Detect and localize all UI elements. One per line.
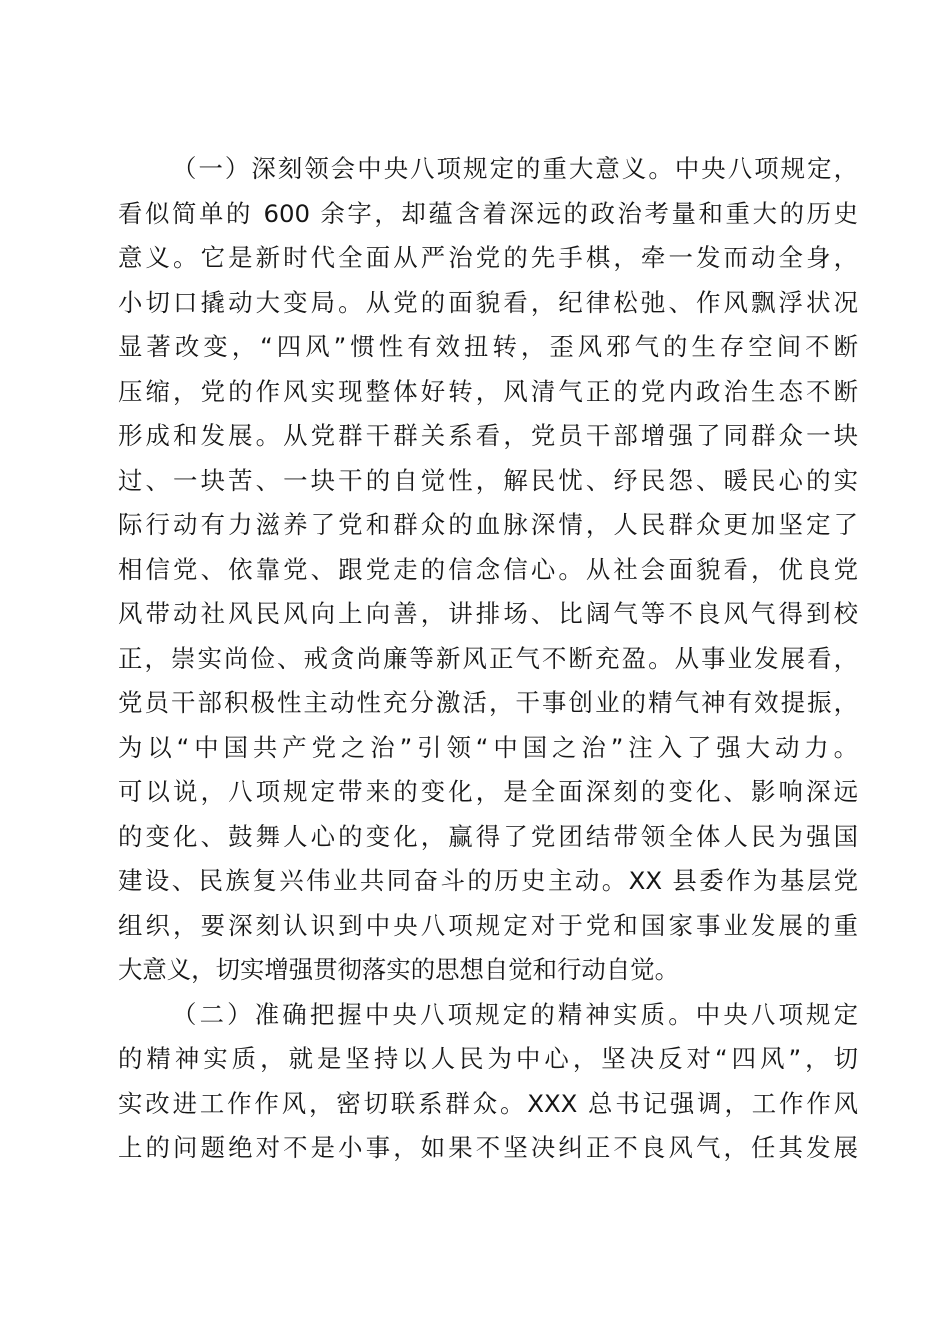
paragraph-line: 正，崇实尚俭、戒贪尚廉等新风正气不断充盈。从事业发展看，	[118, 643, 858, 673]
paragraph-line: 的变化、鼓舞人心的变化，赢得了党团结带领全体人民为强国	[118, 821, 858, 851]
paragraph-line: 形成和发展。从党群干群关系看，党员干部增强了同群众一块	[118, 421, 858, 450]
paragraph-line: 风带动社风民风向上向善，讲排场、比阔气等不良风气得到校	[118, 599, 858, 628]
paragraph-line: 建设、民族复兴伟业共同奋斗的历史主动。XX 县委作为基层党	[118, 866, 858, 895]
paragraph-line: 可以说，八项规定带来的变化，是全面深刻的变化、影响深远	[118, 777, 858, 806]
paragraph-line: 实改进工作作风，密切联系群众。XXX 总书记强调，工作作风	[118, 1088, 858, 1118]
paragraph-1	[118, 147, 858, 993]
paragraph-line: 大意义，切实增强贯彻落实的思想自觉和行动自觉。	[118, 955, 679, 984]
paragraph-line: 为以“中国共产党之治”引领“中国之治”注入了强大动力。	[118, 732, 858, 762]
paragraph-line: 压缩，党的作风实现整体好转，风清气正的党内政治生态不断	[118, 376, 858, 406]
paragraph-line: 的精神实质，就是坚持以人民为中心，坚决反对“四风”，切	[118, 1044, 858, 1073]
paragraph-line: （二）准确把握中央八项规定的精神实质。中央八项规定	[172, 999, 858, 1029]
paragraph-line: 际行动有力滋养了党和群众的血脉深情，人民群众更加坚定了	[118, 510, 858, 539]
paragraph-line: 组织，要深刻认识到中央八项规定对于党和国家事业发展的重	[118, 910, 858, 940]
paragraph-line: 过、一块苦、一块干的自觉性，解民忧、纾民怨、暖民心的实	[118, 465, 858, 495]
paragraph-line: 显著改变，“四风”惯性有效扭转，歪风邪气的生存空间不断	[118, 332, 858, 361]
paragraph-line: 上的问题绝对不是小事，如果不坚决纠正不良风气，任其发展	[118, 1133, 858, 1162]
paragraph-line: （一）深刻领会中央八项规定的重大意义。中央八项规定，	[172, 154, 858, 183]
paragraph-line: 小切口撬动大变局。从党的面貌看，纪律松弛、作风飘浮状况	[118, 287, 858, 317]
paragraph-line: 相信党、依靠党、跟党走的信念信心。从社会面貌看，优良党	[118, 554, 858, 584]
paragraph-2	[118, 993, 858, 1171]
paragraph-line: 意义。它是新时代全面从严治党的先手棋，牵一发而动全身，	[118, 243, 858, 272]
paragraph-line: 党员干部积极性主动性充分激活，干事创业的精气神有效提振，	[118, 688, 858, 717]
document-body	[118, 147, 858, 1171]
paragraph-line: 看似简单的 600 余字，却蕴含着深远的政治考量和重大的历史	[118, 198, 858, 228]
